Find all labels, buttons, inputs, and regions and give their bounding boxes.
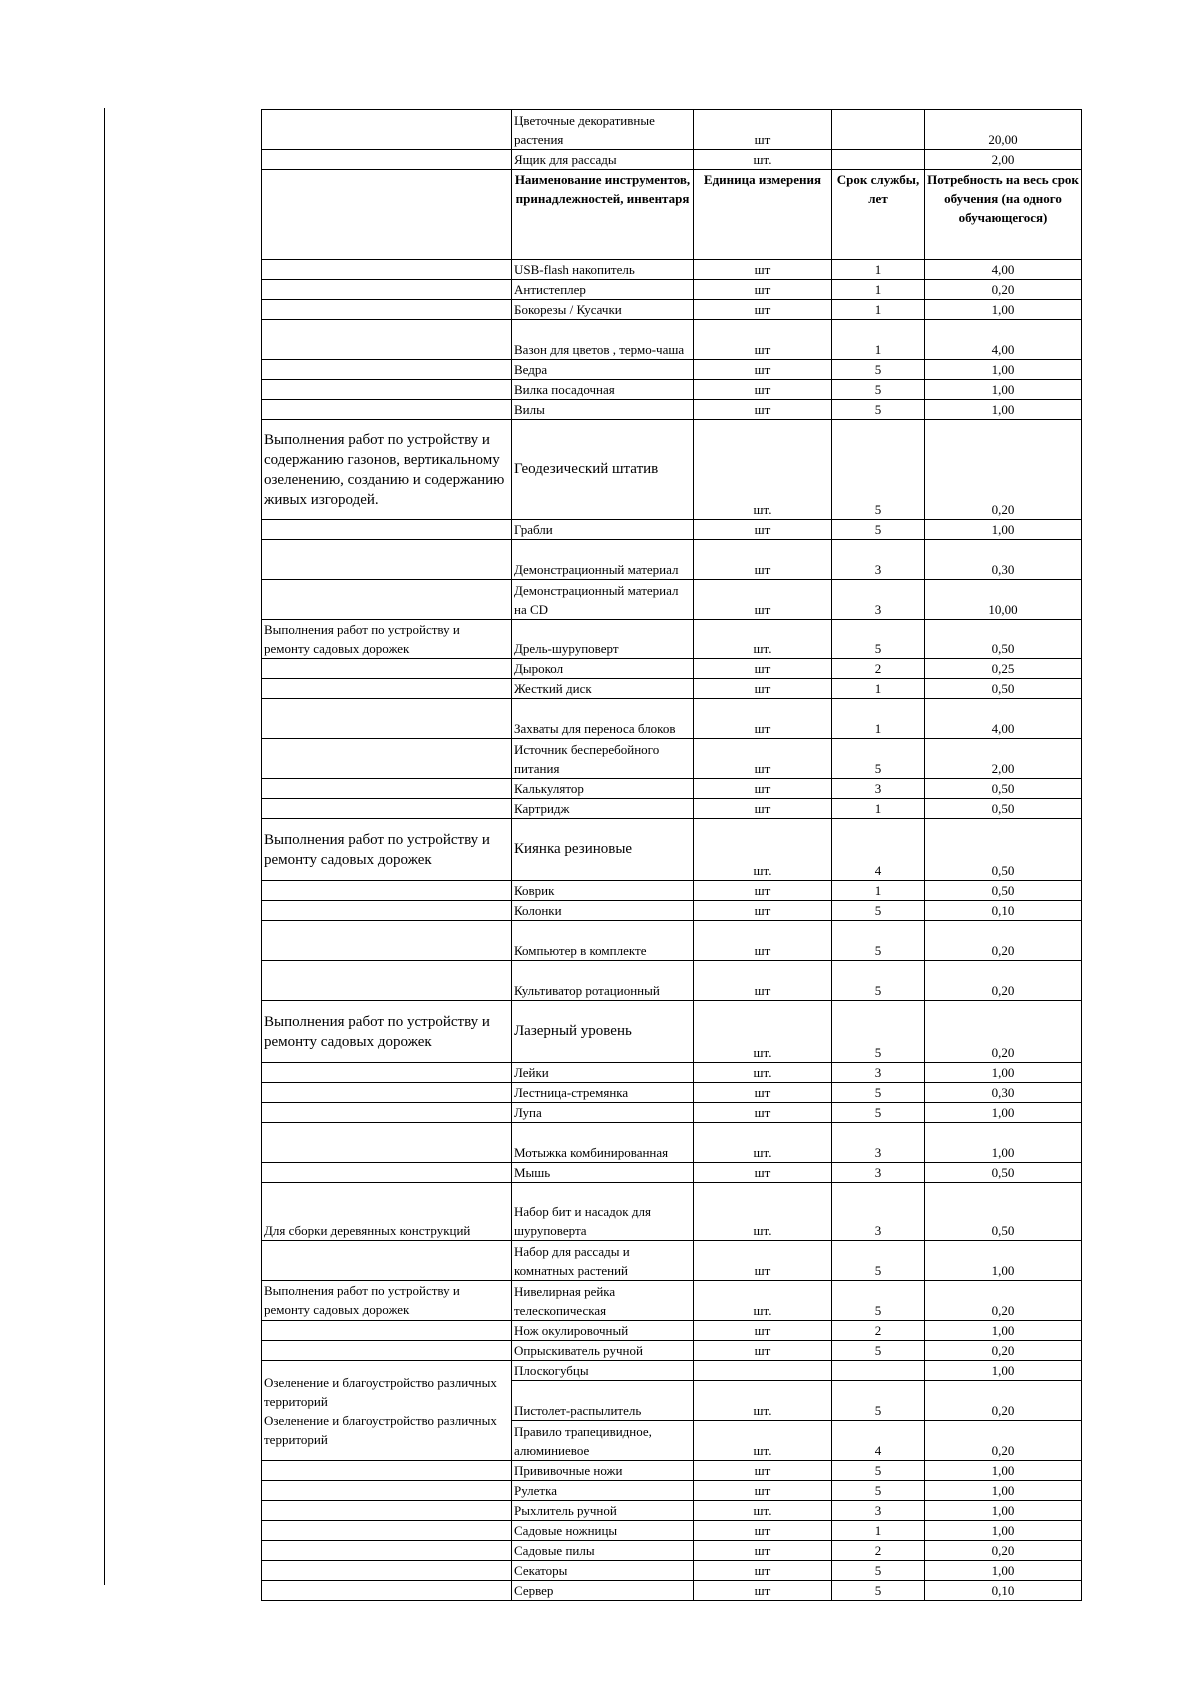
item-name: Плоскогубцы (512, 1361, 694, 1381)
item-life: 2 (832, 1541, 925, 1561)
item-name: Сервер (512, 1581, 694, 1601)
item-life (832, 1361, 925, 1381)
item-need: 0,20 (925, 921, 1082, 961)
item-name: Ящик для рассады (512, 150, 694, 170)
item-need: 4,00 (925, 320, 1082, 360)
section-cell (262, 1123, 512, 1163)
item-need: 0,20 (925, 420, 1082, 520)
equipment-table (261, 109, 1082, 1601)
item-name: Набор бит и насадок для шуруповерта (512, 1183, 694, 1241)
item-unit: шт (694, 679, 832, 699)
item-need: 20,00 (925, 110, 1082, 150)
item-life: 1 (832, 1521, 925, 1541)
section-cell (262, 1341, 512, 1361)
item-unit: шт (694, 1461, 832, 1481)
item-life: 3 (832, 1183, 925, 1241)
item-life (832, 110, 925, 150)
item-life: 3 (832, 580, 925, 620)
item-life: 5 (832, 961, 925, 1001)
section-cell-merged (262, 1361, 512, 1461)
section-cell (262, 380, 512, 400)
item-need: 2,00 (925, 739, 1082, 779)
table-row (262, 1103, 1082, 1123)
item-unit: шт (694, 1241, 832, 1281)
item-need: 1,00 (925, 1481, 1082, 1501)
item-unit: шт (694, 1561, 832, 1581)
item-need: 0,25 (925, 659, 1082, 679)
item-unit: шт (694, 1581, 832, 1601)
item-life: 3 (832, 1163, 925, 1183)
item-name: Бокорезы / Кусачки (512, 300, 694, 320)
table-row (262, 1481, 1082, 1501)
section-cell (262, 1581, 512, 1601)
table-row (262, 520, 1082, 540)
item-life: 1 (832, 799, 925, 819)
table-row (262, 739, 1082, 779)
item-life: 3 (832, 540, 925, 580)
table-row (262, 1083, 1082, 1103)
section-line: Озеленение и благоустройство различных территорий (264, 1374, 497, 1409)
item-name: Набор для рассады и комнатных растений (512, 1241, 694, 1281)
item-name: Садовые пилы (512, 1541, 694, 1561)
table-row (262, 1541, 1082, 1561)
item-life: 5 (832, 921, 925, 961)
item-life: 5 (832, 520, 925, 540)
item-unit: шт (694, 580, 832, 620)
item-name: Рулетка (512, 1481, 694, 1501)
section-cell (262, 799, 512, 819)
item-life: 3 (832, 779, 925, 799)
table-row (262, 1281, 1082, 1321)
section-cell (262, 170, 512, 260)
header-need: Потребность на весь срок обучения (на одного обучающегося) (925, 170, 1082, 260)
item-unit: шт (694, 921, 832, 961)
item-name: Вазон для цветов , термо-чаша (512, 320, 694, 360)
item-unit: шт (694, 1103, 832, 1123)
item-unit (694, 1361, 832, 1381)
item-unit: шт. (694, 1421, 832, 1461)
table-row (262, 1123, 1082, 1163)
item-unit: шт. (694, 1001, 832, 1063)
table-row (262, 659, 1082, 679)
item-unit: шт (694, 1163, 832, 1183)
item-name: Вилы (512, 400, 694, 420)
item-name: USB-flash накопитель (512, 260, 694, 280)
table-row (262, 881, 1082, 901)
table-row (262, 280, 1082, 300)
section-cell (262, 921, 512, 961)
table-row (262, 1001, 1082, 1063)
item-need: 1,00 (925, 1063, 1082, 1083)
section-cell (262, 320, 512, 360)
item-unit: шт. (694, 1063, 832, 1083)
section-cell (262, 400, 512, 420)
section-cell (262, 580, 512, 620)
item-unit: шт (694, 779, 832, 799)
item-need: 1,00 (925, 380, 1082, 400)
item-life: 1 (832, 300, 925, 320)
item-life: 3 (832, 1501, 925, 1521)
item-name: Демонстрационный материал (512, 540, 694, 580)
section-cell (262, 901, 512, 921)
item-unit: шт (694, 881, 832, 901)
item-unit: шт (694, 1321, 832, 1341)
item-life: 5 (832, 1461, 925, 1481)
item-life: 3 (832, 1123, 925, 1163)
item-life: 5 (832, 1241, 925, 1281)
item-name: Секаторы (512, 1561, 694, 1581)
item-need: 1,00 (925, 1501, 1082, 1521)
item-need: 1,00 (925, 1241, 1082, 1281)
item-unit: шт. (694, 1183, 832, 1241)
item-life: 5 (832, 360, 925, 380)
item-name: Опрыскиватель ручной (512, 1341, 694, 1361)
item-need: 2,00 (925, 150, 1082, 170)
table-row (262, 1321, 1082, 1341)
section-cell (262, 1481, 512, 1501)
item-unit: шт (694, 1083, 832, 1103)
item-need: 1,00 (925, 1461, 1082, 1481)
table-row (262, 380, 1082, 400)
section-cell: Выполнения работ по устройству и ремонту садовых дорожек (262, 620, 512, 659)
item-need: 0,20 (925, 961, 1082, 1001)
item-need: 1,00 (925, 400, 1082, 420)
section-cell (262, 1321, 512, 1341)
item-name: Мышь (512, 1163, 694, 1183)
item-life (832, 150, 925, 170)
item-life: 5 (832, 1083, 925, 1103)
item-unit: шт (694, 280, 832, 300)
table-row (262, 779, 1082, 799)
margin-rule (104, 108, 105, 1585)
item-life: 1 (832, 699, 925, 739)
table-row (262, 620, 1082, 659)
section-cell (262, 1241, 512, 1281)
section-cell (262, 1083, 512, 1103)
item-name: Калькулятор (512, 779, 694, 799)
item-need: 0,50 (925, 1183, 1082, 1241)
header-unit: Единица измерения (694, 170, 832, 260)
section-cell (262, 1521, 512, 1541)
item-need: 0,20 (925, 1341, 1082, 1361)
item-life: 5 (832, 420, 925, 520)
item-life: 5 (832, 1103, 925, 1123)
section-cell (262, 779, 512, 799)
item-need: 1,00 (925, 1521, 1082, 1541)
table-row (262, 360, 1082, 380)
item-name: Садовые ножницы (512, 1521, 694, 1541)
item-need: 0,10 (925, 1581, 1082, 1601)
section-cell (262, 110, 512, 150)
item-name: Дырокол (512, 659, 694, 679)
table-row (262, 540, 1082, 580)
section-cell: Выполнения работ по устройству и ремонту садовых дорожек (262, 1281, 512, 1321)
table-row (262, 1163, 1082, 1183)
table-row (262, 580, 1082, 620)
section-cell (262, 699, 512, 739)
item-unit: шт. (694, 1381, 832, 1421)
item-life: 5 (832, 380, 925, 400)
section-cell: Выполнения работ по устройству и ремонту садовых дорожек (262, 819, 512, 881)
item-name: Культиватор ротационный (512, 961, 694, 1001)
table-row (262, 1063, 1082, 1083)
item-life: 1 (832, 260, 925, 280)
item-need: 4,00 (925, 699, 1082, 739)
item-life: 2 (832, 1321, 925, 1341)
section-cell (262, 1461, 512, 1481)
item-need: 0,20 (925, 1421, 1082, 1461)
item-unit: шт (694, 1481, 832, 1501)
item-name: Геодезический штатив (512, 420, 694, 520)
item-need: 0,30 (925, 1083, 1082, 1103)
item-life: 2 (832, 659, 925, 679)
item-need: 1,00 (925, 1103, 1082, 1123)
item-name: Колонки (512, 901, 694, 921)
item-life: 3 (832, 1063, 925, 1083)
item-need: 1,00 (925, 520, 1082, 540)
header-name: Наименование инструментов, принадлежностей, инвентаря (512, 170, 694, 260)
item-unit: шт (694, 360, 832, 380)
item-unit: шт (694, 110, 832, 150)
section-cell (262, 1103, 512, 1123)
item-name: Ведра (512, 360, 694, 380)
table-row (262, 300, 1082, 320)
item-need: 0,20 (925, 1381, 1082, 1421)
item-life: 5 (832, 1581, 925, 1601)
item-life: 1 (832, 280, 925, 300)
item-life: 5 (832, 739, 925, 779)
section-cell (262, 881, 512, 901)
section-cell: Для сборки деревянных конструкций (262, 1183, 512, 1241)
item-need: 0,20 (925, 1541, 1082, 1561)
section-cell (262, 260, 512, 280)
item-name: Лейки (512, 1063, 694, 1083)
section-cell (262, 1541, 512, 1561)
item-name: Киянка резиновые (512, 819, 694, 881)
item-unit: шт (694, 1341, 832, 1361)
table-row (262, 1521, 1082, 1541)
section-cell (262, 360, 512, 380)
item-unit: шт. (694, 1281, 832, 1321)
section-cell (262, 961, 512, 1001)
section-cell (262, 659, 512, 679)
table-row (262, 1461, 1082, 1481)
item-unit: шт (694, 520, 832, 540)
item-unit: шт. (694, 420, 832, 520)
item-unit: шт. (694, 819, 832, 881)
section-cell (262, 540, 512, 580)
table-row (262, 320, 1082, 360)
item-name: Дрель-шуруповерт (512, 620, 694, 659)
section-cell (262, 300, 512, 320)
section-cell (262, 280, 512, 300)
item-unit: шт (694, 260, 832, 280)
table-row (262, 921, 1082, 961)
item-name: Захваты для переноса блоков (512, 699, 694, 739)
item-name: Компьютер в комплекте (512, 921, 694, 961)
item-need: 1,00 (925, 1561, 1082, 1581)
item-life: 5 (832, 400, 925, 420)
item-name: Грабли (512, 520, 694, 540)
item-name: Цветочные декоративные растения (512, 110, 694, 150)
item-name: Источник бесперебойного питания (512, 739, 694, 779)
item-need: 0,50 (925, 799, 1082, 819)
item-life: 1 (832, 679, 925, 699)
item-need: 0,50 (925, 779, 1082, 799)
item-need: 1,00 (925, 1361, 1082, 1381)
item-need: 1,00 (925, 360, 1082, 380)
section-cell (262, 679, 512, 699)
item-life: 5 (832, 1481, 925, 1501)
table-row (262, 1241, 1082, 1281)
item-unit: шт. (694, 620, 832, 659)
section-cell: Выполнения работ по устройству и содержанию газонов, вертикальному озеленению, созданию и содержанию живых изгородей. (262, 420, 512, 520)
item-unit: шт (694, 380, 832, 400)
item-life: 4 (832, 1421, 925, 1461)
section-cell (262, 739, 512, 779)
item-need: 0,20 (925, 1281, 1082, 1321)
item-name: Лестница-стремянка (512, 1083, 694, 1103)
item-life: 5 (832, 1561, 925, 1581)
item-unit: шт (694, 320, 832, 360)
table-row (262, 819, 1082, 881)
item-unit: шт (694, 400, 832, 420)
item-name: Коврик (512, 881, 694, 901)
table-row (262, 1183, 1082, 1241)
table-row (262, 1341, 1082, 1361)
item-name: Пистолет-распылитель (512, 1381, 694, 1421)
item-need: 4,00 (925, 260, 1082, 280)
table-row (262, 901, 1082, 921)
item-unit: шт (694, 540, 832, 580)
item-need: 1,00 (925, 1321, 1082, 1341)
section-cell (262, 1063, 512, 1083)
section-cell (262, 1501, 512, 1521)
table-row (262, 1561, 1082, 1581)
item-unit: шт (694, 699, 832, 739)
item-unit: шт (694, 300, 832, 320)
item-name: Мотыжка комбинированная (512, 1123, 694, 1163)
table-row (262, 961, 1082, 1001)
table-header-row (262, 170, 1082, 260)
item-life: 5 (832, 1001, 925, 1063)
item-unit: шт. (694, 1123, 832, 1163)
item-name: Прививочные ножи (512, 1461, 694, 1481)
header-life: Срок службы, лет (832, 170, 925, 260)
item-unit: шт. (694, 150, 832, 170)
item-life: 4 (832, 819, 925, 881)
table-row (262, 699, 1082, 739)
item-name: Лупа (512, 1103, 694, 1123)
item-unit: шт (694, 1541, 832, 1561)
item-life: 1 (832, 881, 925, 901)
item-name: Вилка посадочная (512, 380, 694, 400)
item-unit: шт (694, 901, 832, 921)
item-need: 0,50 (925, 881, 1082, 901)
item-unit: шт (694, 739, 832, 779)
table-row (262, 150, 1082, 170)
item-need: 10,00 (925, 580, 1082, 620)
table-row (262, 260, 1082, 280)
table-row (262, 1361, 1082, 1381)
section-cell (262, 520, 512, 540)
item-need: 0,20 (925, 1001, 1082, 1063)
item-need: 0,20 (925, 280, 1082, 300)
table-row (262, 110, 1082, 150)
item-life: 5 (832, 1341, 925, 1361)
item-name: Картридж (512, 799, 694, 819)
item-name: Демонстрационный материал на CD (512, 580, 694, 620)
item-name: Жесткий диск (512, 679, 694, 699)
table-row (262, 1581, 1082, 1601)
item-life: 5 (832, 1281, 925, 1321)
item-life: 5 (832, 620, 925, 659)
item-unit: шт (694, 961, 832, 1001)
item-name: Нож окулировочный (512, 1321, 694, 1341)
item-name: Лазерный уровень (512, 1001, 694, 1063)
table-row (262, 400, 1082, 420)
item-need: 0,50 (925, 1163, 1082, 1183)
item-unit: шт (694, 799, 832, 819)
item-name: Правило трапецивидное, алюминиевое (512, 1421, 694, 1461)
table-row (262, 1501, 1082, 1521)
item-unit: шт. (694, 1501, 832, 1521)
table-row (262, 679, 1082, 699)
table-row (262, 799, 1082, 819)
item-unit: шт (694, 1521, 832, 1541)
item-need: 0,30 (925, 540, 1082, 580)
item-need: 1,00 (925, 1123, 1082, 1163)
item-life: 5 (832, 1381, 925, 1421)
item-name: Нивелирная рейка телескопическая (512, 1281, 694, 1321)
item-need: 0,50 (925, 620, 1082, 659)
section-cell: Выполнения работ по устройству и ремонту садовых дорожек (262, 1001, 512, 1063)
item-life: 1 (832, 320, 925, 360)
item-need: 0,10 (925, 901, 1082, 921)
table-row (262, 420, 1082, 520)
item-life: 5 (832, 901, 925, 921)
section-cell (262, 150, 512, 170)
item-unit: шт (694, 659, 832, 679)
section-line: Озеленение и благоустройство различных территорий (264, 1412, 497, 1447)
item-name: Рыхлитель ручной (512, 1501, 694, 1521)
item-need: 0,50 (925, 679, 1082, 699)
item-need: 1,00 (925, 300, 1082, 320)
item-name: Антистеплер (512, 280, 694, 300)
section-cell (262, 1163, 512, 1183)
section-cell (262, 1561, 512, 1581)
item-need: 0,50 (925, 819, 1082, 881)
